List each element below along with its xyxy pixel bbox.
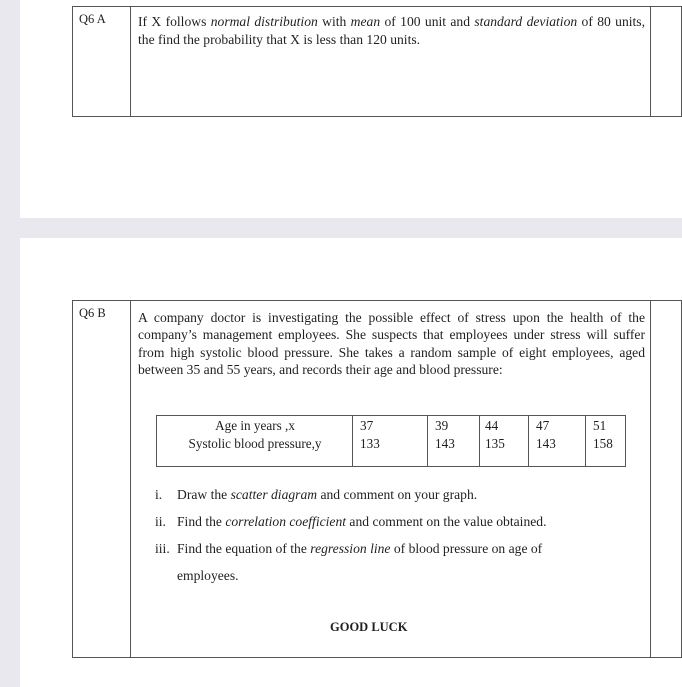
pressure-row-label: Systolic blood pressure,y [188,436,322,451]
age-cell: 44 [485,418,499,433]
list-item [155,514,546,530]
item-number: ii. [155,514,166,529]
age-cell: 39 [435,418,449,433]
marks-column-divider [650,7,651,116]
marks-column-divider [650,301,651,657]
item-continuation: employees. [177,568,239,583]
text-run: and comment on your graph. [317,487,478,502]
pressure-cell: 135 [485,436,505,451]
age-cell: 47 [536,418,550,433]
column-divider [352,416,353,466]
pressure-cell: 143 [536,436,556,451]
list-item [155,487,477,503]
column-divider [427,416,428,466]
question-6b-table [72,300,682,658]
item-number: iii. [155,541,170,556]
question-6a-table [72,6,682,117]
item-text [177,514,546,529]
emphasized-term: normal distribution [210,14,318,29]
item-number: i. [155,487,163,502]
age-cell: 37 [360,418,374,433]
emphasized-term: scatter diagram [230,487,318,502]
text-run: of 100 unit and [380,14,475,29]
text-run: If X follows [138,14,211,29]
closing-text: GOOD LUCK [330,620,408,634]
text-run: of blood pressure on age of [390,541,543,556]
pressure-cell: 158 [593,436,613,451]
question-label: Q6 A [73,7,131,116]
question-6b-intro: A company doctor is investigating the possible effect of stress upon the health of the company’s management employees. She suspects that employees under stress will suffer from high systolic blood pressure. She takes a random sample of eight employees, aged between 35 and 55 years, and records their age and blood pressure: [138,310,645,378]
question-label: Q6 B [73,301,131,657]
column-divider [585,416,586,466]
text-run: of 80 units, the find the probability that X is less than 120 units. [138,14,645,47]
text-run: Find the [177,514,226,529]
item-text [177,487,477,502]
pressure-cell: 133 [360,436,380,451]
text-run: and comment on the value obtained. [346,514,547,529]
emphasized-term: regression line [310,541,391,556]
age-cell: 51 [593,418,607,433]
text-run: with [317,14,351,29]
text-run: Find the equation of the [177,541,311,556]
emphasized-term: mean [350,14,381,29]
emphasized-term: standard deviation [474,14,578,29]
question-6a-text [138,13,645,49]
text-run: Draw the [177,487,231,502]
column-divider [479,416,480,466]
list-item [155,541,542,557]
emphasized-term: correlation coefficient [225,514,347,529]
age-pressure-table [156,415,626,467]
pressure-cell: 143 [435,436,455,451]
column-divider [528,416,529,466]
item-text [177,541,542,556]
page-gap [0,218,682,238]
age-row-label: Age in years ,x [215,418,295,433]
